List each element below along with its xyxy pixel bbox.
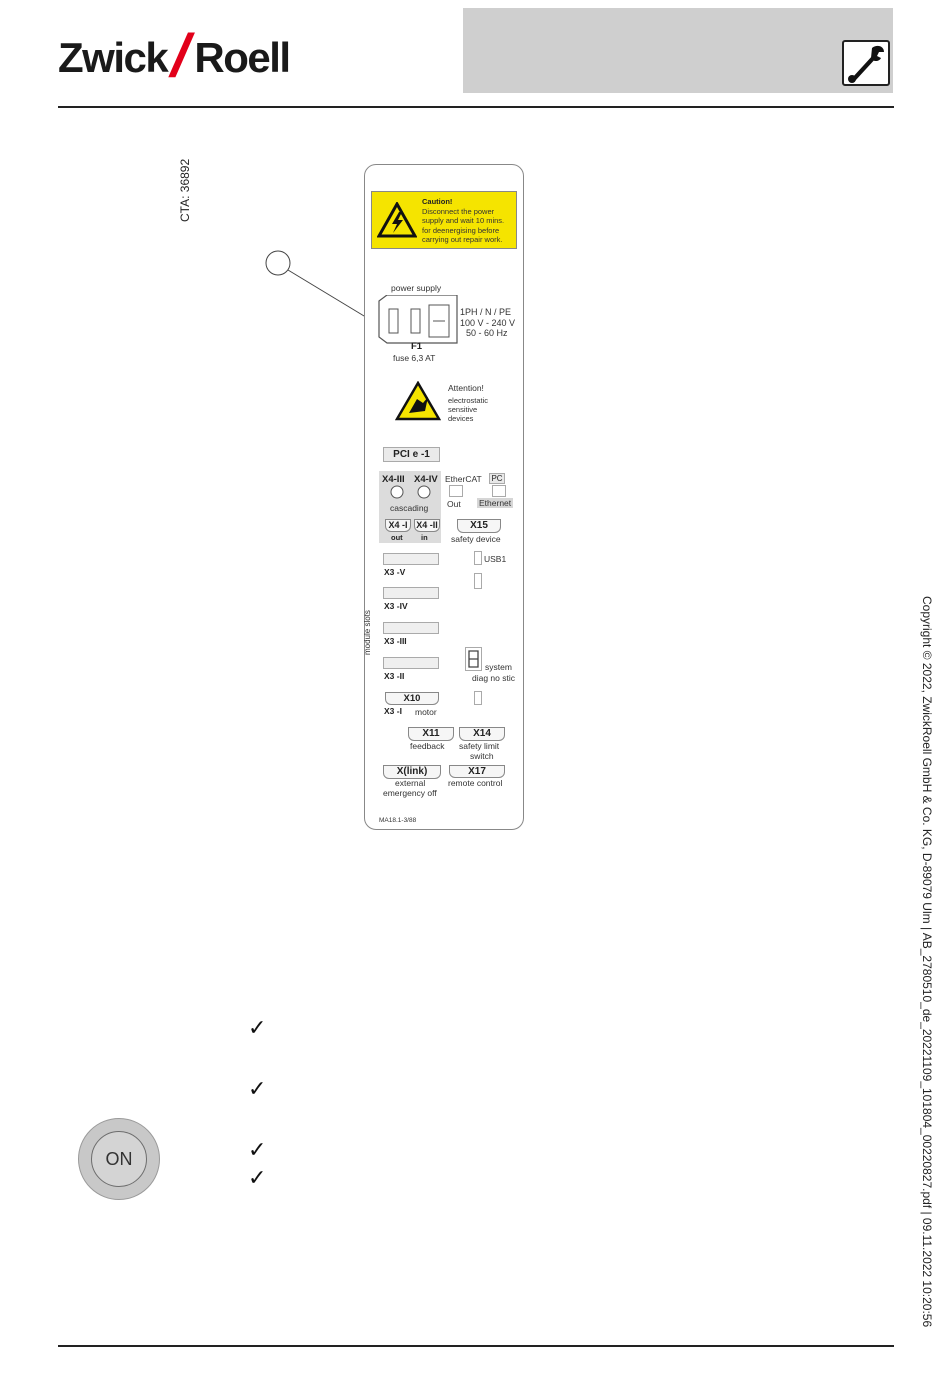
ethercat-label: EtherCAT — [445, 474, 482, 484]
port-x15: X15 — [457, 519, 501, 533]
slot-x3-v-label: X3 -V — [384, 567, 406, 577]
pcie-slot: PCI e -1 — [383, 447, 440, 462]
port-x4-ii: X4 -II — [414, 519, 440, 532]
cta-text: CTA: 36892 — [178, 158, 192, 222]
unlabeled-port-2 — [474, 691, 482, 705]
motor-label: motor — [415, 707, 437, 717]
external-label: external — [395, 778, 426, 788]
diagnostic-display — [465, 647, 482, 671]
usb1-label: USB1 — [484, 554, 507, 564]
ethercat-out-label: Out — [447, 499, 461, 509]
module-slots-label: module slots — [363, 610, 372, 655]
check-icon-2: ✓ — [248, 1077, 267, 1102]
on-button-icon — [78, 1118, 160, 1200]
cta-label — [176, 156, 196, 226]
power-spec-voltage: 100 V - 240 V — [460, 317, 516, 328]
power-spec-frequency: 50 - 60 Hz — [466, 328, 508, 338]
check-icon-1: ✓ — [248, 1016, 267, 1041]
cascading-connectors — [389, 485, 439, 499]
logo-slash: / — [164, 22, 197, 89]
port-x4-i: X4 -I — [385, 519, 411, 532]
remote-control-label: remote control — [448, 778, 503, 788]
zwickroell-logo — [58, 22, 333, 90]
port-x4-iii: X4-III — [382, 474, 405, 485]
wrench-icon — [842, 40, 890, 86]
panel-model-code: MA18.1-3/88 — [379, 817, 417, 824]
caution-body: Disconnect the power supply and wait 10 mins. for deenergising before carrying out repair work. — [422, 206, 505, 244]
port-x4-iv: X4-IV — [414, 474, 438, 485]
controller-front-panel — [364, 164, 524, 830]
esd-warning-icon — [395, 381, 441, 421]
safety-limit-label: safety limit — [459, 741, 500, 751]
caution-title: Caution! — [422, 197, 453, 206]
ethernet-port — [492, 485, 506, 497]
port-x10: X10 — [385, 692, 439, 705]
slot-x3-ii-label: X3 -II — [384, 671, 405, 681]
slot-x3-iii — [383, 622, 439, 634]
power-inlet-icon — [377, 295, 461, 347]
attention-title: Attention! — [448, 383, 484, 393]
port-xlink: X(link) — [383, 765, 441, 779]
copyright-notice — [918, 596, 936, 1336]
switch-label: switch — [470, 751, 494, 761]
power-spec-phase: 1PH / N / PE — [460, 307, 512, 317]
usb1-port — [474, 551, 482, 565]
cascading-label: cascading — [390, 503, 429, 513]
safety-device-label: safety device — [451, 534, 501, 544]
attention-body-1: electrostatic — [448, 396, 489, 405]
port-x11: X11 — [408, 727, 454, 741]
slot-x3-v — [383, 553, 439, 565]
check-icon-3: ✓ — [248, 1138, 267, 1163]
diagnostic-label: diag no stic — [472, 673, 515, 683]
header-gray-box — [463, 8, 893, 93]
power-supply-label: power supply — [391, 283, 442, 293]
emergency-off-label: emergency off — [383, 788, 437, 798]
attention-body-2: sensitive — [448, 405, 478, 414]
port-in-label: in — [421, 533, 428, 542]
copyright-text: Copyright © 2022, ZwickRoell GmbH & Co. KG, D-89079 Ulm | AB_2780510_de_20221109_101804_00220827.pdf | 09.11.2022 10:20:56 — [920, 596, 934, 1328]
slot-x3-iv — [383, 587, 439, 599]
slot-x3-ii — [383, 657, 439, 669]
unlabeled-port-1 — [474, 573, 482, 589]
fuse-id: F1 — [411, 341, 423, 352]
slot-x3-iii-label: X3 -III — [384, 636, 407, 646]
logo-text-left: Zwick — [58, 34, 168, 81]
ethernet-label: Ethernet — [479, 498, 512, 508]
high-voltage-warning-icon — [377, 202, 417, 238]
ethercat-out-port — [449, 485, 463, 497]
slot-x3-i-label: X3 -I — [384, 706, 402, 716]
attention-body-3: devices — [448, 414, 474, 423]
callout-leader — [260, 246, 380, 326]
on-button-label: ON — [91, 1131, 147, 1187]
pc-label: PC — [489, 473, 505, 484]
port-out-label: out — [391, 533, 403, 542]
caution-label — [371, 191, 517, 249]
system-label: system — [485, 662, 512, 672]
check-icon-4: ✓ — [248, 1166, 267, 1191]
port-x17: X17 — [449, 765, 505, 778]
footer-rule — [58, 1345, 894, 1347]
port-x14: X14 — [459, 727, 505, 741]
feedback-label: feedback — [410, 741, 445, 751]
fuse-label: fuse 6,3 AT — [393, 353, 436, 363]
logo-text-right: Roell — [194, 34, 290, 81]
slot-x3-iv-label: X3 -IV — [384, 601, 408, 611]
header-rule — [58, 106, 894, 108]
